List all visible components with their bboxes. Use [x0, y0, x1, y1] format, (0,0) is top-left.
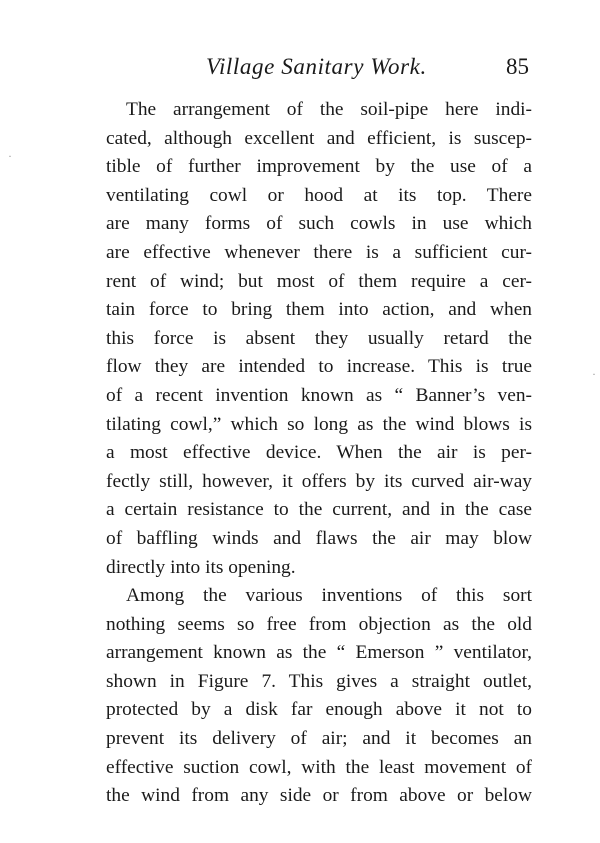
body-text: [106, 96, 532, 811]
text-line: nothing seems so free from objection as the old: [106, 613, 532, 635]
text-line: a certain resistance to the current, and in the case: [106, 499, 532, 521]
text-line: The arrangement of the soil-pipe here indi-: [126, 99, 532, 120]
text-line: the wind from any side or from above or below: [106, 785, 532, 807]
text-line: of baffling winds and flaws the air may blow: [106, 527, 532, 549]
text-line: cated, although excellent and efficient, is suscep-: [106, 127, 532, 149]
scan-artifact-mark: ·: [8, 149, 12, 163]
scan-artifact-mark: ·: [592, 367, 596, 381]
text-line: shown in Figure 7. This gives a straight outlet,: [106, 670, 532, 692]
page-number: 85: [506, 54, 529, 79]
text-line: protected by a disk far enough above it not to: [106, 699, 532, 721]
text-line: are many forms of such cowls in use which: [106, 213, 532, 235]
text-line: effective suction cowl, with the least movement of: [106, 756, 532, 778]
text-line: tible of further improvement by the use of a: [106, 156, 532, 178]
text-line: this force is absent they usually retard the: [106, 327, 532, 349]
text-line: rent of wind; but most of them require a cer-: [106, 270, 532, 292]
text-line: tilating cowl,” which so long as the wind blows is: [106, 413, 532, 435]
text-line: tain force to bring them into action, and when: [106, 299, 532, 321]
running-title: Village Sanitary Work.: [206, 54, 427, 79]
text-line: are effective whenever there is a sufficient cur-: [106, 241, 532, 263]
text-line: flow they are intended to increase. This is true: [106, 356, 532, 378]
text-line: directly into its opening.: [106, 556, 296, 578]
text-line: of a recent invention known as “ Banner’s ven-: [106, 384, 532, 406]
text-line: ventilating cowl or hood at its top. There: [106, 184, 532, 206]
text-line: a most effective device. When the air is per-: [106, 442, 532, 464]
text-line: prevent its delivery of air; and it becomes an: [106, 728, 532, 750]
running-header: [0, 52, 600, 82]
text-line: fectly still, however, it offers by its curved air-way: [106, 470, 532, 492]
text-line: Among the various inventions of this sort: [126, 585, 532, 607]
text-line: arrangement known as the “ Emerson ” ventilator,: [106, 642, 532, 664]
